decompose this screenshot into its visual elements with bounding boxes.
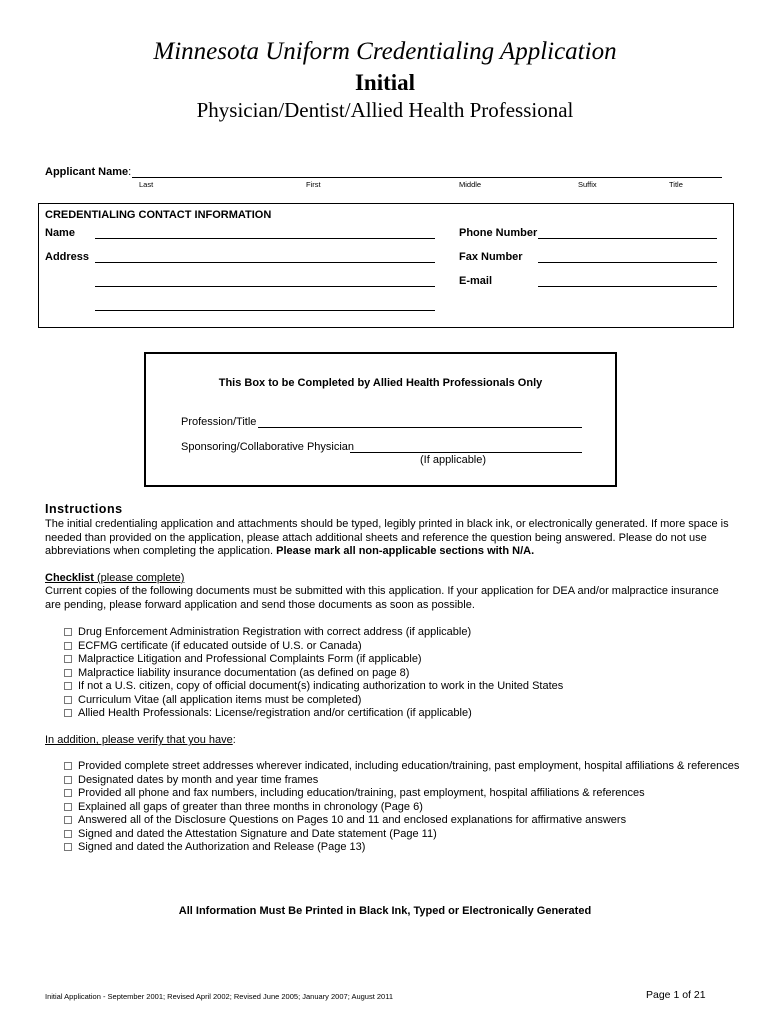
contact-name-field[interactable] [95,238,435,239]
contact-address-field-2[interactable] [95,286,435,287]
applicant-first-label: First [306,180,321,189]
applicant-title-label: Title [669,180,683,189]
contact-phone-field[interactable] [538,238,717,239]
checkbox-icon[interactable] [64,830,72,838]
black-ink-notice: All Information Must Be Printed in Black Ink, Typed or Electronically Generated [178,905,592,917]
checklist-items [64,626,744,721]
contact-fax-field[interactable] [538,262,717,263]
sponsoring-physician-field[interactable] [350,452,582,453]
revision-footer: Initial Application - September 2001; Revised April 2002; Revised June 2005; January 2007; August 2011 [45,992,394,1001]
verify-item[interactable]: Signed and dated the Attestation Signature and Date statement (Page 11) [64,828,744,842]
contact-phone-label: Phone Number [459,227,538,239]
instructions-heading: Instructions [45,502,123,516]
applicant-middle-label: Middle [459,180,482,189]
instructions-body: The initial credentialing application and attachments should be typed, legibly printed in black ink, or electronically generated. If more space is needed than provided on the application, please attach additional sheets and reference the question being answered. Please do not use abbreviations when completing the application. Please mark all non-applicable sections with N/A. [45,518,729,557]
checkbox-icon[interactable] [64,762,72,770]
verify-heading: In addition, please verify that you have: [45,734,236,746]
checklist-item[interactable]: Malpractice Litigation and Professional Complaints Form (if applicable) [64,653,744,667]
checklist-item[interactable]: If not a U.S. citizen, copy of official document(s) indicating authorization to work in the United States [64,680,744,694]
checklist-heading: Checklist (please complete) [45,572,185,584]
verify-item[interactable]: Designated dates by month and year time frames [64,774,744,788]
checklist-intro: Current copies of the following documents must be submitted with this application. If your application for DEA and/or malpractice insurance are pending, please forward application and send those documents as soon as possible. [45,585,719,611]
checklist-item[interactable]: Allied Health Professionals: License/registration and/or certification (if applicable) [64,707,744,721]
allied-box-heading: This Box to be Completed by Allied Health Professionals Only [218,377,543,389]
checkbox-icon[interactable] [64,789,72,797]
checklist-item[interactable]: ECFMG certificate (if educated outside of U.S. or Canada) [64,640,744,654]
checkbox-icon[interactable] [64,803,72,811]
applicant-name-label: Applicant Name: [45,166,132,178]
checkbox-icon[interactable] [64,709,72,717]
verify-item[interactable]: Answered all of the Disclosure Questions on Pages 10 and 11 and enclosed explanations for affirmative answers [64,814,744,828]
contact-address-label: Address [45,251,90,263]
document-title: Minnesota Uniform Credentialing Application [153,38,617,65]
contact-email-field[interactable] [538,286,717,287]
profession-title-label: Profession/Title [181,416,257,428]
page-number: Page 1 of 21 [646,989,706,1001]
document-subtitle: Initial [354,70,416,95]
checkbox-icon[interactable] [64,816,72,824]
checkbox-icon[interactable] [64,682,72,690]
if-applicable-note: (If applicable) [420,454,487,466]
checklist-item[interactable]: Curriculum Vitae (all application items must be completed) [64,694,744,708]
applicant-suffix-label: Suffix [578,180,597,189]
checkbox-icon[interactable] [64,843,72,851]
checklist-item[interactable]: Drug Enforcement Administration Registration with correct address (if applicable) [64,626,744,640]
contact-fax-label: Fax Number [459,251,523,263]
applicant-last-label: Last [139,180,154,189]
checkbox-icon[interactable] [64,628,72,636]
checklist-item[interactable]: Malpractice liability insurance documentation (as defined on page 8) [64,667,744,681]
verify-item[interactable]: Signed and dated the Authorization and Release (Page 13) [64,841,744,855]
sponsoring-physician-label: Sponsoring/Collaborative Physician [181,441,355,453]
checkbox-icon[interactable] [64,696,72,704]
contact-name-label: Name [45,227,75,239]
verify-item[interactable]: Provided all phone and fax numbers, including education/training, past employment, hospital affiliations & references [64,787,744,801]
contact-address-field-3[interactable] [95,310,435,311]
document-audience: Physician/Dentist/Allied Health Professional [196,98,574,122]
applicant-name-field[interactable] [132,177,722,178]
checkbox-icon[interactable] [64,669,72,677]
contact-address-field-1[interactable] [95,262,435,263]
verify-items [64,760,744,855]
verify-item[interactable]: Explained all gaps of greater than three months in chronology (Page 6) [64,801,744,815]
checkbox-icon[interactable] [64,655,72,663]
contact-email-label: E-mail [459,275,493,287]
checkbox-icon[interactable] [64,776,72,784]
profession-title-field[interactable] [258,427,582,428]
contact-heading: CREDENTIALING CONTACT INFORMATION [45,209,272,221]
verify-item[interactable]: Provided complete street addresses wherever indicated, including education/training, past employment, hospital affiliations & references [64,760,744,774]
checkbox-icon[interactable] [64,642,72,650]
